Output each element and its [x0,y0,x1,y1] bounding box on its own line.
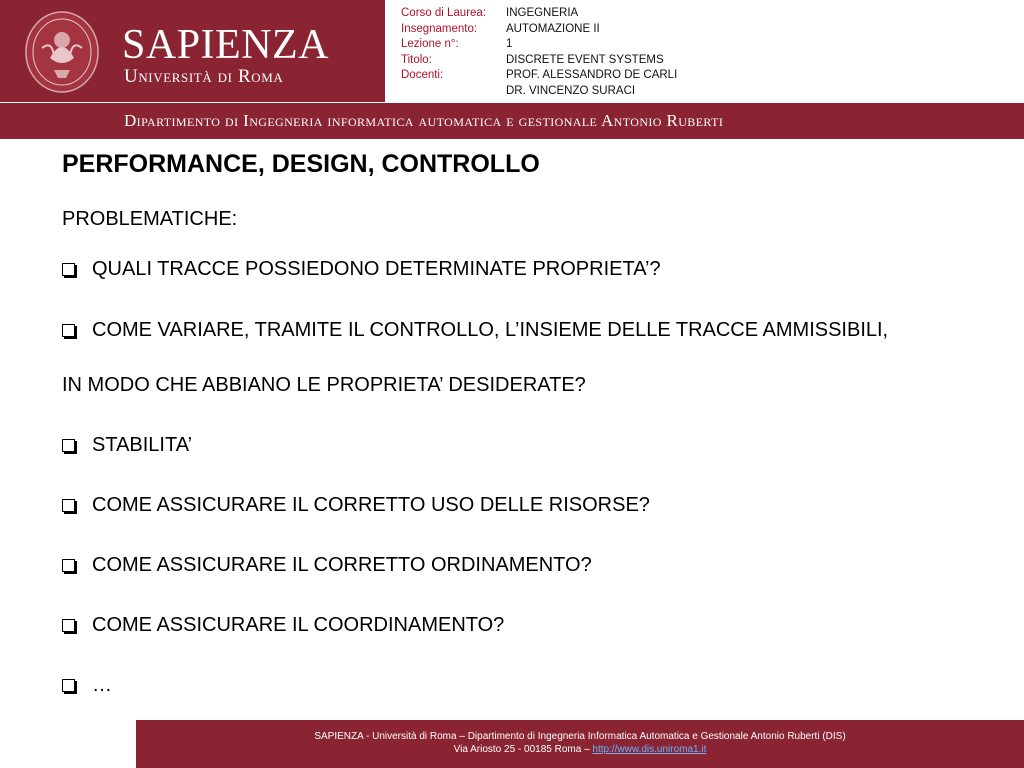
bullet-item [62,319,888,342]
department-banner [0,102,1024,139]
footer-line-2 [136,743,1024,756]
university-subtitle: Università di Roma [124,66,284,87]
course-info-table [401,6,677,99]
course-info-label: Lezione n°: [401,38,459,50]
bullet-text: COME VARIARE, TRAMITE IL CONTROLLO, L’INSIEME DELLE TRACCE AMMISSIBILI, [92,319,889,341]
course-info-label: Insegnamento: [401,22,478,35]
footer-address: Via Ariosto 25 - 00185 Roma – [453,744,593,755]
course-info-row [401,53,677,69]
bullet-text: COME ASSICURARE IL COORDINAMENTO? [92,614,505,636]
course-info-value: DISCRETE EVENT SYSTEMS [506,53,664,66]
course-info-label [401,84,506,100]
university-logo-block [0,0,385,102]
bullet-text: … [92,674,112,696]
slide-title: PERFORMANCE, DESIGN, CONTROLLO [62,150,540,178]
course-info-value: DR. VINCENZO SURACI [506,84,636,97]
course-info-value: AUTOMAZIONE II [506,22,600,35]
university-name: SAPIENZA [122,22,330,68]
course-info-row [401,37,677,53]
course-info-value: PROF. ALESSANDRO DE CARLI [506,69,678,81]
course-info-row [401,68,677,84]
footer-bar [136,720,1024,768]
bullet-item [62,674,112,697]
bullet-text: COME ASSICURARE IL CORRETTO ORDINAMENTO? [92,554,592,576]
bullet-item [62,494,650,517]
checkbox-bullet-icon [62,263,75,276]
footer-line-1: SAPIENZA - Università di Roma – Dipartimento di Ingegneria Informatica Automatica e Gestionale Antonio Ruberti (DIS) [314,731,846,742]
bullet-item [62,614,504,637]
checkbox-bullet-icon [62,619,75,632]
checkbox-bullet-icon [62,679,75,692]
footer-website-link[interactable]: http://www.dis.uniroma1.it [592,744,707,755]
bullet-item [62,554,592,577]
course-info-label: Corso di Laurea: [401,7,487,19]
checkbox-bullet-icon [62,499,75,512]
bullet-text: STABILITA’ [92,434,193,456]
course-info-row [401,84,677,100]
bullet-item [62,258,661,281]
course-info-label: Titolo: [401,53,432,66]
sapienza-seal-logo [24,10,100,94]
bullet-text: COME ASSICURARE IL CORRETTO USO DELLE RISORSE? [92,494,650,516]
course-info-row [401,6,677,22]
bullet-continuation: IN MODO CHE ABBIANO LE PROPRIETA’ DESIDERATE? [62,374,586,396]
checkbox-bullet-icon [62,559,75,572]
bullet-item [62,434,192,457]
checkbox-bullet-icon [62,439,75,452]
course-info-value: 1 [506,38,513,50]
department-name: Dipartimento di Ingegneria informatica automatica e gestionale Antonio Ruberti [124,111,724,130]
slide-subheading: PROBLEMATICHE: [62,208,238,230]
bullet-text: QUALI TRACCE POSSIEDONO DETERMINATE PROPRIETA’? [92,258,661,280]
course-info-row [401,22,677,38]
checkbox-bullet-icon [62,324,75,337]
course-info-label: Docenti: [401,69,444,81]
course-info-value: INGEGNERIA [506,7,579,19]
